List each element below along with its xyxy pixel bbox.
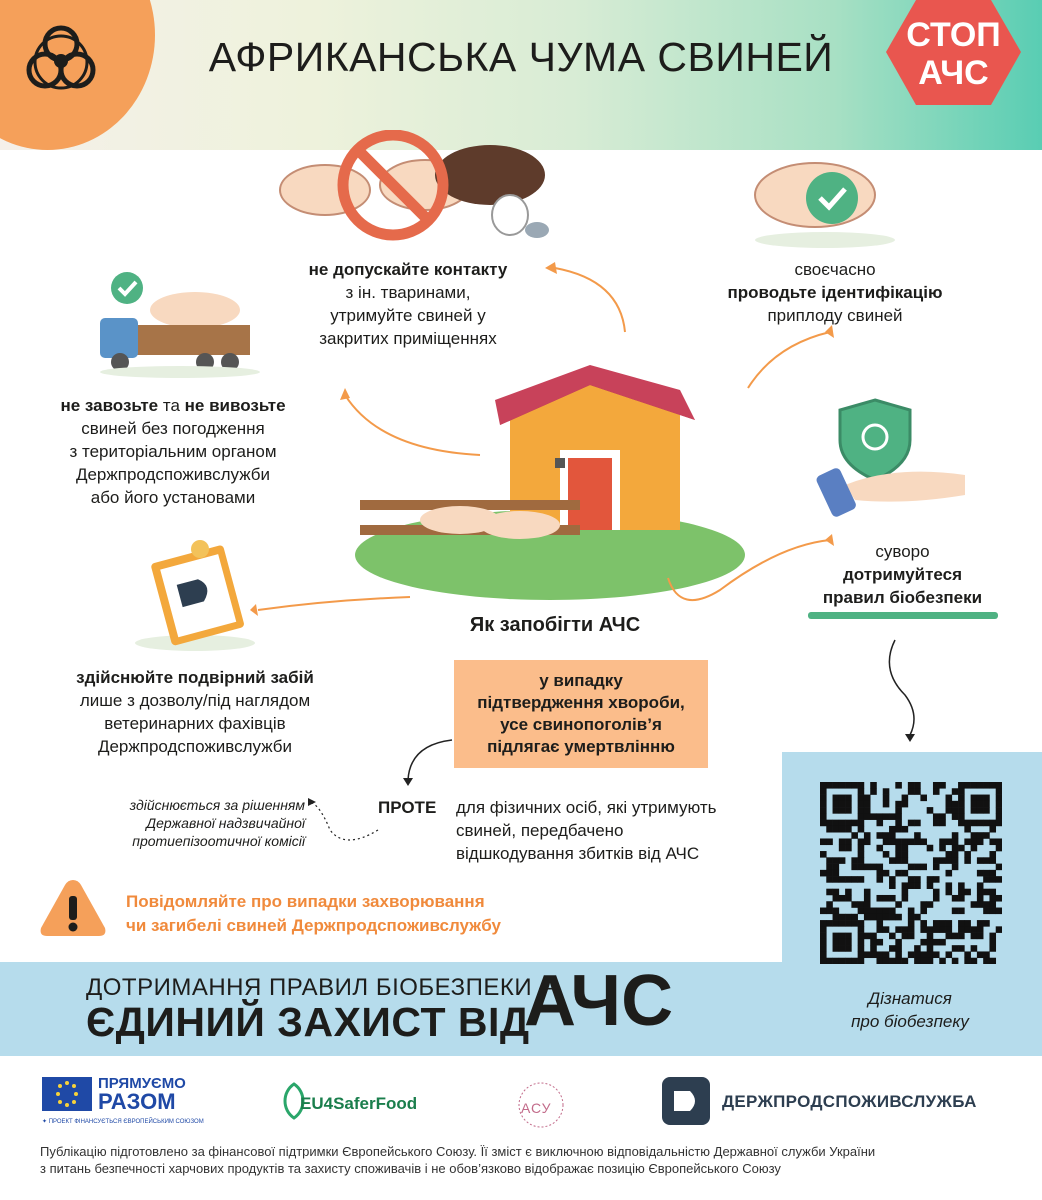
dpss-logo: ДЕРЖПРОДСПОЖИВСЛУЖБА <box>722 1092 977 1111</box>
tip-transport-bold1: не завозьте <box>60 396 159 415</box>
report-line2: чи загибелі свиней Держпродспоживслужбу <box>126 916 501 935</box>
tip-transport-line2: свиней без погодження <box>81 419 265 438</box>
tip-identification <box>690 258 980 327</box>
slogan-line2: ЄДИНИЙ ЗАХИСТ ВІД <box>86 999 530 1045</box>
tip-transport-mid: та <box>158 396 185 415</box>
tip-slaughter-bold: здійснюйте подвірний забій <box>76 668 314 687</box>
tip-slaughter <box>40 666 350 758</box>
pryamuemo-line1: ПРЯМУЄМО <box>98 1075 186 1092</box>
tip-transport-line5: або його установами <box>90 488 256 507</box>
tip-biosecurity <box>800 540 1005 609</box>
however-text <box>456 796 786 865</box>
qr-caption <box>800 987 1020 1033</box>
tip-biosecurity-line1: суворо <box>875 542 930 561</box>
dpss-logo-icon <box>662 1077 710 1125</box>
disease-box-line3: усе свинопоголів’я <box>500 715 662 734</box>
decision-note <box>80 796 305 850</box>
asu-logo: АСУ <box>521 1100 552 1116</box>
tip-transport-line1 <box>28 394 318 417</box>
tip-slaughter-line2: лише з дозволу/під наглядом <box>79 691 311 710</box>
tip-identification-line3: приплоду свиней <box>767 306 903 325</box>
tip-biosecurity-bold1: дотримуйтеся <box>842 565 963 584</box>
tip-contact-line2: з ін. тваринами, <box>345 283 471 302</box>
pryamuemo-line2: РАЗОМ <box>98 1089 176 1114</box>
tip-contact-bold: не допускайте контакту <box>308 260 508 279</box>
eu-project-note: ✦ ПРОЕКТ ФІНАНСУЄТЬСЯ ЄВРОПЕЙСЬКИМ СОЮЗОМ <box>42 1119 204 1125</box>
tip-contact-line4: закритих приміщеннях <box>319 329 497 348</box>
decision-note-line3: протиепізоотичної комісії <box>132 833 305 849</box>
however-label: ПРОТЕ <box>378 798 437 817</box>
disease-box <box>454 660 708 768</box>
qr-caption-line1: Дізнатися <box>868 989 952 1008</box>
tip-slaughter-line3: ветеринарних фахівців <box>104 714 286 733</box>
decision-note-line2: Державної надзвичайної <box>146 815 305 831</box>
tip-transport-bold2: не вивозьте <box>184 396 286 415</box>
center-label: Як запобігти АЧС <box>469 614 641 636</box>
disclaimer <box>40 1143 1020 1177</box>
disclaimer-line2: з питань безпечності харчових продуктів та захисту споживачів і не обов’язково відображає позицію Європейського Союзу <box>40 1161 781 1176</box>
qr-code[interactable] <box>820 782 1002 964</box>
slogan-line3: АЧС <box>524 961 674 1041</box>
decision-note-line1: здійснюється за рішенням <box>129 797 305 813</box>
qr-caption-line2: про біобезпеку <box>851 1012 969 1031</box>
tip-contact-line3: утримуйте свиней у <box>330 306 486 325</box>
report-line1: Повідомляйте про випадки захворювання <box>126 892 485 911</box>
report-text <box>126 890 501 938</box>
disease-box-line1: у випадку <box>539 671 623 690</box>
tip-contact <box>258 258 558 350</box>
stop-badge-line2: АЧС <box>918 54 989 92</box>
stop-badge-line1: СТОП <box>906 16 1001 54</box>
eu-flag-icon <box>42 1077 92 1111</box>
disease-box-line4: підлягає умертвлінню <box>487 737 675 756</box>
however-line1: для фізичних осіб, які утримують <box>456 798 717 817</box>
slogan-line1: ДОТРИМАННЯ ПРАВИЛ БІОБЕЗПЕКИ – <box>86 974 554 1001</box>
tip-transport-line3: з територіальним органом <box>69 442 277 461</box>
tip-identification-line1: своєчасно <box>794 260 876 279</box>
tip-identification-bold: проводьте ідентифікацію <box>727 283 943 302</box>
tip-transport-line4: Держпродспоживслужби <box>75 465 271 484</box>
however-line3: відшкодування збитків від АЧС <box>456 844 700 863</box>
disclaimer-line1: Публікацію підготовлено за фінансової підтримки Європейського Союзу. Її зміст є виключною відповідальністю Державної служби України <box>40 1144 876 1159</box>
eu4saferfood-logo: EU4SaferFood <box>300 1094 418 1113</box>
tip-slaughter-line4: Держпродспоживслужби <box>97 737 293 756</box>
page-title: АФРИКАНСЬКА ЧУМА СВИНЕЙ <box>208 34 834 80</box>
tip-biosecurity-bold2: правил біобезпеки <box>822 588 983 607</box>
disease-box-line2: підтвердження хвороби, <box>477 693 685 712</box>
warning-icon <box>38 876 108 940</box>
however-line2: свиней, передбачено <box>456 821 624 840</box>
tip-transport <box>28 394 318 509</box>
